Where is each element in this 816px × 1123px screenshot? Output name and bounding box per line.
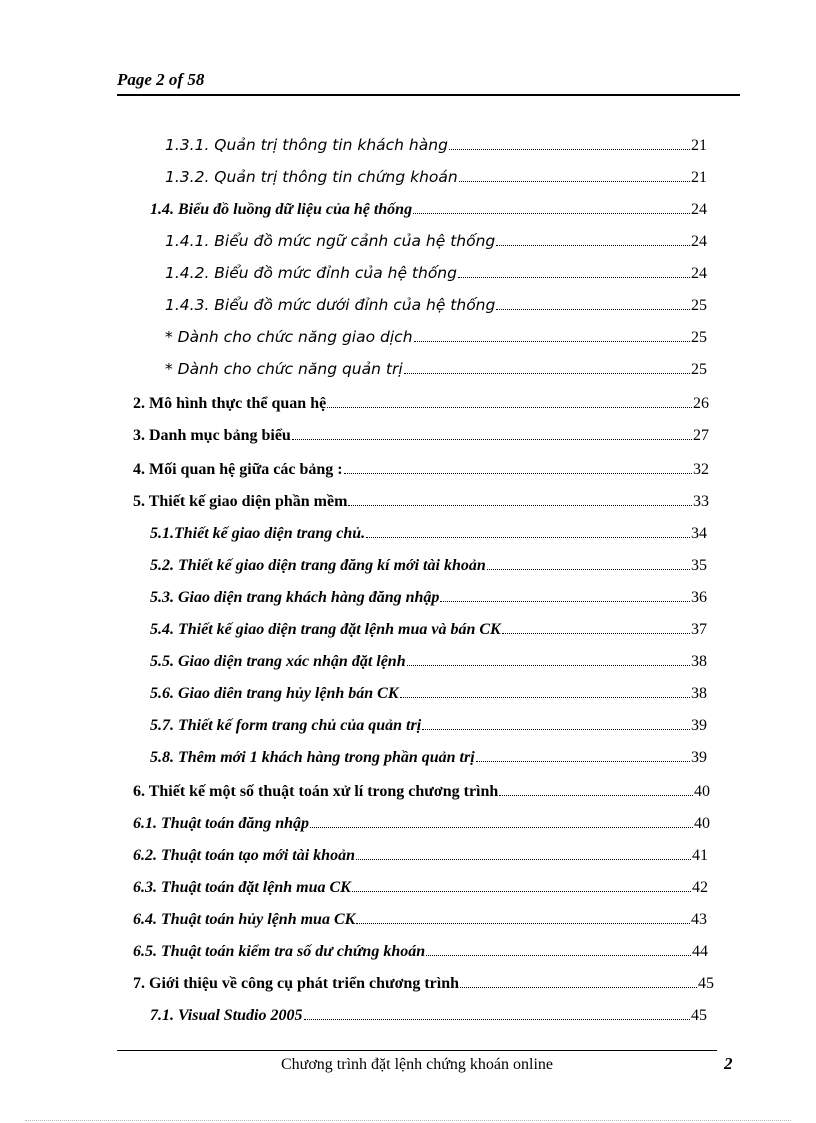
toc-entry[interactable]	[165, 294, 707, 318]
toc-entry-title: 5.3. Giao diện trang khách hàng đăng nhập	[150, 589, 440, 607]
toc-entry-title: 6. Thiết kế một số thuật toán xử lí trong chương trình	[133, 783, 499, 801]
toc-entry-page: 40	[694, 815, 710, 833]
toc-leader	[366, 522, 690, 538]
toc-leader	[502, 618, 690, 634]
toc-leader	[356, 844, 691, 860]
toc-entry-page: 32	[693, 461, 709, 479]
toc-entry-title: 3. Danh mục bảng biểu	[133, 427, 291, 445]
toc-entry[interactable]	[165, 358, 707, 382]
toc-entry-title: 6.1. Thuật toán đăng nhập	[133, 815, 310, 833]
toc-entry-title: 5.2. Thiết kế giao diện trang đăng kí mới tài khoản	[150, 557, 486, 575]
toc-entry-page: 41	[692, 847, 708, 865]
toc-entry-title: 5.7. Thiết kế form trang chủ của quản trị	[150, 717, 422, 735]
toc-entry[interactable]	[133, 940, 708, 964]
toc-leader	[458, 262, 690, 278]
toc-leader	[304, 1004, 691, 1020]
toc-entry-page: 24	[691, 264, 707, 282]
toc-entry-page: 39	[691, 749, 707, 767]
toc-entry-page: 27	[693, 427, 709, 445]
toc-entry-page: 45	[698, 975, 714, 993]
toc-entry[interactable]	[150, 198, 707, 222]
toc-entry-title: 4. Mối quan hệ giữa các bảng :	[133, 461, 343, 479]
toc-entry[interactable]	[133, 876, 708, 900]
toc-entry[interactable]	[150, 746, 707, 770]
toc-entry-title: 6.3. Thuật toán đặt lệnh mua CK	[133, 879, 351, 897]
footer-page-number: 2	[724, 1054, 733, 1073]
toc-entry[interactable]	[133, 490, 709, 514]
toc-entry[interactable]	[133, 780, 710, 804]
toc-entry-title: 5.1.Thiết kế giao diện trang chủ.	[150, 525, 366, 543]
toc-entry-page: 24	[691, 232, 707, 250]
toc-entry-page: 25	[691, 328, 707, 346]
toc-entry-page: 44	[692, 943, 708, 961]
toc-entry-title: 6.5. Thuật toán kiểm tra số dư chứng khoán	[133, 943, 426, 961]
footer-divider	[117, 1050, 717, 1051]
toc-entry-page: 34	[691, 525, 707, 543]
toc-entry-page: 33	[693, 493, 709, 511]
toc-entry-page: 21	[691, 168, 707, 186]
footer-title: Chương trình đặt lệnh chứng khoán online	[281, 1056, 553, 1073]
toc-entry[interactable]	[165, 326, 707, 350]
toc-leader	[292, 424, 692, 440]
toc-entry-title: 5.4. Thiết kế giao diện trang đặt lệnh mua và bán CK	[150, 621, 501, 639]
toc-leader	[460, 972, 697, 988]
toc-leader	[426, 940, 691, 956]
toc-entry-page: 21	[691, 136, 707, 154]
toc-leader	[356, 908, 690, 924]
toc-entry[interactable]	[133, 392, 709, 416]
toc-entry-page: 24	[691, 201, 707, 219]
toc-entry-title: 7. Giới thiệu về công cụ phát triển chương trình	[133, 975, 459, 993]
toc-entry-title: * Dành cho chức năng quản trị	[165, 359, 403, 378]
toc-entry-title: 6.2. Thuật toán tạo mới tài khoản	[133, 847, 355, 865]
toc-entry-title: 1.4.2. Biểu đồ mức đỉnh của hệ thống	[165, 263, 457, 282]
toc-entry[interactable]	[165, 134, 707, 158]
toc-entry-title: 2. Mô hình thực thể quan hệ	[133, 395, 327, 413]
toc-entry[interactable]	[150, 714, 707, 738]
toc-entry[interactable]	[150, 618, 707, 642]
toc-leader	[327, 392, 692, 408]
toc-entry[interactable]	[150, 522, 707, 546]
toc-entry[interactable]	[165, 230, 707, 254]
toc-entry-title: 1.4.1. Biểu đồ mức ngữ cảnh của hệ thống	[165, 231, 496, 250]
page-label: Page 2 of 58	[117, 70, 205, 89]
toc-entry-title: 5.5. Giao diện trang xác nhận đặt lệnh	[150, 653, 406, 671]
toc-entry-title: 1.3.1. Quản trị thông tin khách hàng	[165, 135, 448, 154]
toc-entry-page: 40	[694, 783, 710, 801]
toc-entry-title: 7.1. Visual Studio 2005	[150, 1007, 303, 1025]
toc-entry-title: 1.4. Biểu đồ luồng dữ liệu của hệ thống	[150, 201, 413, 219]
toc-leader	[407, 650, 690, 666]
toc-entry[interactable]	[150, 682, 707, 706]
toc-leader	[476, 746, 690, 762]
toc-leader	[496, 230, 690, 246]
toc-entry-page: 25	[691, 296, 707, 314]
toc-entry-title: 5. Thiết kế giao diện phần mềm	[133, 493, 348, 511]
toc-entry-page: 37	[691, 621, 707, 639]
toc-entry[interactable]	[133, 812, 710, 836]
toc-entry-page: 25	[691, 360, 707, 378]
toc-entry-page: 38	[691, 685, 707, 703]
toc-leader	[422, 714, 690, 730]
toc-entry-page: 38	[691, 653, 707, 671]
toc-leader	[499, 780, 693, 796]
toc-leader	[496, 294, 690, 310]
toc-leader	[414, 326, 690, 342]
toc-entry[interactable]	[133, 972, 714, 996]
toc-entry-title: * Dành cho chức năng giao dịch	[165, 327, 413, 346]
toc-entry-title: 1.4.3. Biểu đồ mức dưới đỉnh của hệ thống	[165, 295, 496, 314]
toc-entry[interactable]	[165, 262, 707, 286]
toc-entry[interactable]	[133, 844, 708, 868]
toc-entry-page: 42	[692, 879, 708, 897]
toc-entry[interactable]	[133, 458, 709, 482]
toc-leader	[413, 198, 690, 214]
toc-leader	[400, 682, 691, 698]
toc-leader	[344, 458, 692, 474]
toc-entry[interactable]	[133, 908, 707, 932]
toc-entry[interactable]	[150, 554, 707, 578]
toc-leader	[352, 876, 691, 892]
toc-leader	[348, 490, 692, 506]
toc-entry-title: 1.3.2. Quản trị thông tin chứng khoán	[165, 167, 458, 186]
toc-entry-page: 43	[691, 911, 707, 929]
toc-entry[interactable]	[150, 586, 707, 610]
page-bottom-border	[25, 1120, 791, 1121]
toc-entry[interactable]	[150, 650, 707, 674]
toc-entry-page: 45	[691, 1007, 707, 1025]
toc-entry[interactable]	[165, 166, 707, 190]
toc-entry-title: 5.8. Thêm mới 1 khách hàng trong phần quản trị	[150, 749, 475, 767]
toc-leader	[449, 134, 690, 150]
toc-entry-title: 6.4. Thuật toán hủy lệnh mua CK	[133, 911, 356, 929]
page-header	[117, 70, 740, 96]
toc-leader	[440, 586, 690, 602]
toc-entry-page: 39	[691, 717, 707, 735]
toc-entry[interactable]	[150, 1004, 707, 1028]
toc-entry-page: 36	[691, 589, 707, 607]
toc-leader	[310, 812, 693, 828]
toc-entry-page: 26	[693, 395, 709, 413]
toc-leader	[459, 166, 690, 182]
toc-entry-page: 35	[691, 557, 707, 575]
toc-entry[interactable]	[133, 424, 709, 448]
toc-leader	[404, 358, 690, 374]
toc-entry-title: 5.6. Giao diên trang hủy lệnh bán CK	[150, 685, 399, 703]
toc-leader	[487, 554, 690, 570]
